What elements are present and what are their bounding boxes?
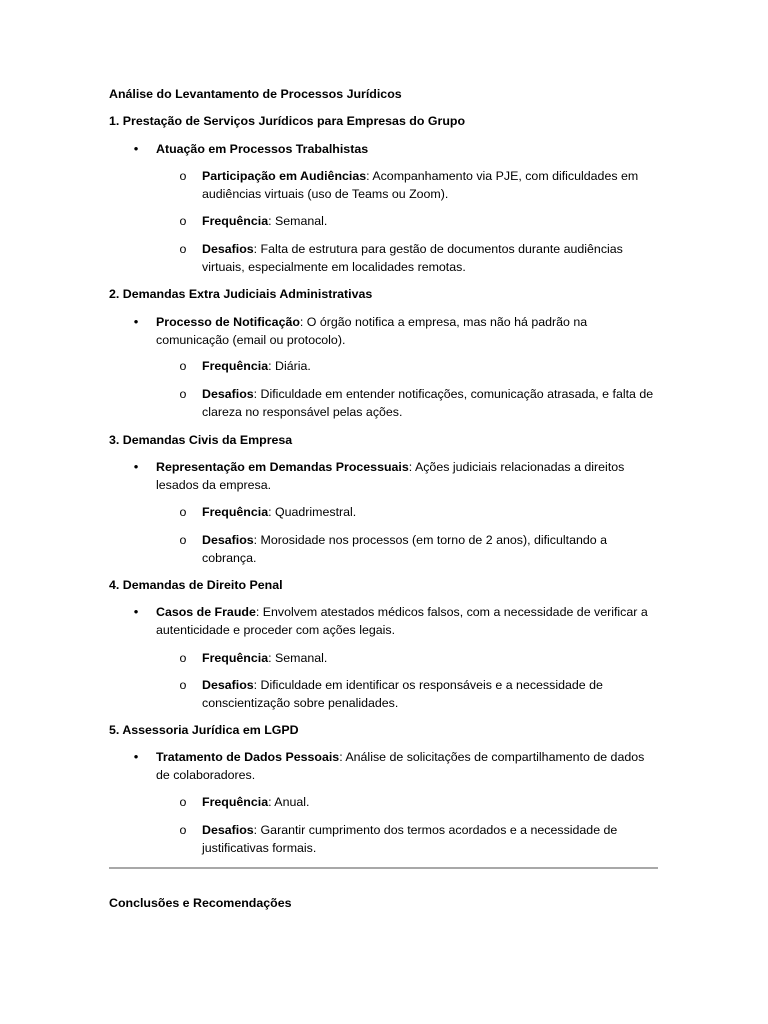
sub-marker: o (179, 533, 187, 547)
section-heading: 1. Prestação de Serviços Jurídicos para Empresas do Grupo (109, 114, 466, 128)
sub-label: Frequência (202, 505, 269, 519)
sub-label: Desafios (202, 387, 254, 401)
section-heading: 3. Demandas Civis da Empresa (109, 433, 293, 447)
bullet-label: Casos de Fraude (156, 605, 256, 619)
sub-label: Desafios (202, 242, 254, 256)
sub-text: : Garantir cumprimento dos termos acordados e a necessidade de justificativas formais. (202, 823, 618, 855)
sub-text: : Falta de estrutura para gestão de documentos durante audiências virtuais, especialmente em localidades remotas. (202, 242, 623, 274)
sub-text: : Diária. (268, 359, 311, 373)
bullet-text: : Envolvem atestados médicos falsos, com a necessidade de verificar a autenticidade e proceder com ações legais. (156, 605, 648, 637)
sub-label: Frequência (202, 359, 269, 373)
bullet-label: Tratamento de Dados Pessoais (156, 750, 340, 764)
bullet-text: : O órgão notifica a empresa, mas não há padrão na comunicação (email ou protocolo). (156, 315, 588, 347)
sub-label: Desafios (202, 823, 254, 837)
sub-label: Frequência (202, 214, 269, 228)
bullet-text: : Análise de solicitações de compartilhamento de dados de colaboradores. (156, 750, 645, 782)
sub-marker: o (179, 359, 187, 373)
sub-marker: o (179, 387, 187, 401)
sub-label: Desafios (202, 678, 254, 692)
sub-label: Frequência (202, 651, 269, 665)
sub-text: : Anual. (268, 795, 310, 809)
sub-marker: o (179, 169, 187, 183)
bullet-marker: • (133, 142, 139, 156)
sub-marker: o (179, 242, 187, 256)
sub-text: : Morosidade nos processos (em torno de 2 anos), dificultando a cobrança. (202, 533, 607, 565)
sub-marker: o (179, 651, 187, 665)
conclusion-heading: Conclusões e Recomendações (109, 896, 292, 910)
sub-text: : Dificuldade em entender notificações, comunicação atrasada, e falta de clareza no responsável pelas ações. (202, 387, 654, 419)
bullet-text: : Ações judiciais relacionadas a direitos lesados da empresa. (156, 460, 625, 492)
bullet-label: Atuação em Processos Trabalhistas (156, 142, 369, 156)
section-heading: 2. Demandas Extra Judiciais Administrativas (109, 287, 373, 301)
section-heading: 4. Demandas de Direito Penal (109, 578, 283, 592)
sub-text: : Acompanhamento via PJE, com dificuldades em audiências virtuais (uso de Teams ou Zoom). (202, 169, 639, 201)
sub-label: Frequência (202, 795, 269, 809)
sub-label: Participação em Audiências (202, 169, 367, 183)
sub-marker: o (179, 678, 187, 692)
document-title: Análise do Levantamento de Processos Jurídicos (109, 87, 402, 101)
bullet-marker: • (133, 315, 139, 329)
section-heading: 5. Assessoria Jurídica em LGPD (109, 723, 299, 737)
bullet-marker: • (133, 460, 139, 474)
bullet-label: Processo de Notificação (156, 315, 300, 329)
bullet-label: Representação em Demandas Processuais (156, 460, 409, 474)
sub-text: : Semanal. (268, 651, 328, 665)
sub-marker: o (179, 214, 187, 228)
sub-marker: o (179, 795, 187, 809)
sub-text: : Quadrimestral. (268, 505, 357, 519)
sub-marker: o (179, 823, 187, 837)
bullet-marker: • (133, 605, 139, 619)
horizontal-rule (109, 867, 658, 869)
bullet-marker: • (133, 750, 139, 764)
sub-marker: o (179, 505, 187, 519)
sub-label: Desafios (202, 533, 254, 547)
sub-text: : Dificuldade em identificar os responsáveis e a necessidade de conscientização sobre penalidades. (202, 678, 603, 710)
sub-text: : Semanal. (268, 214, 328, 228)
